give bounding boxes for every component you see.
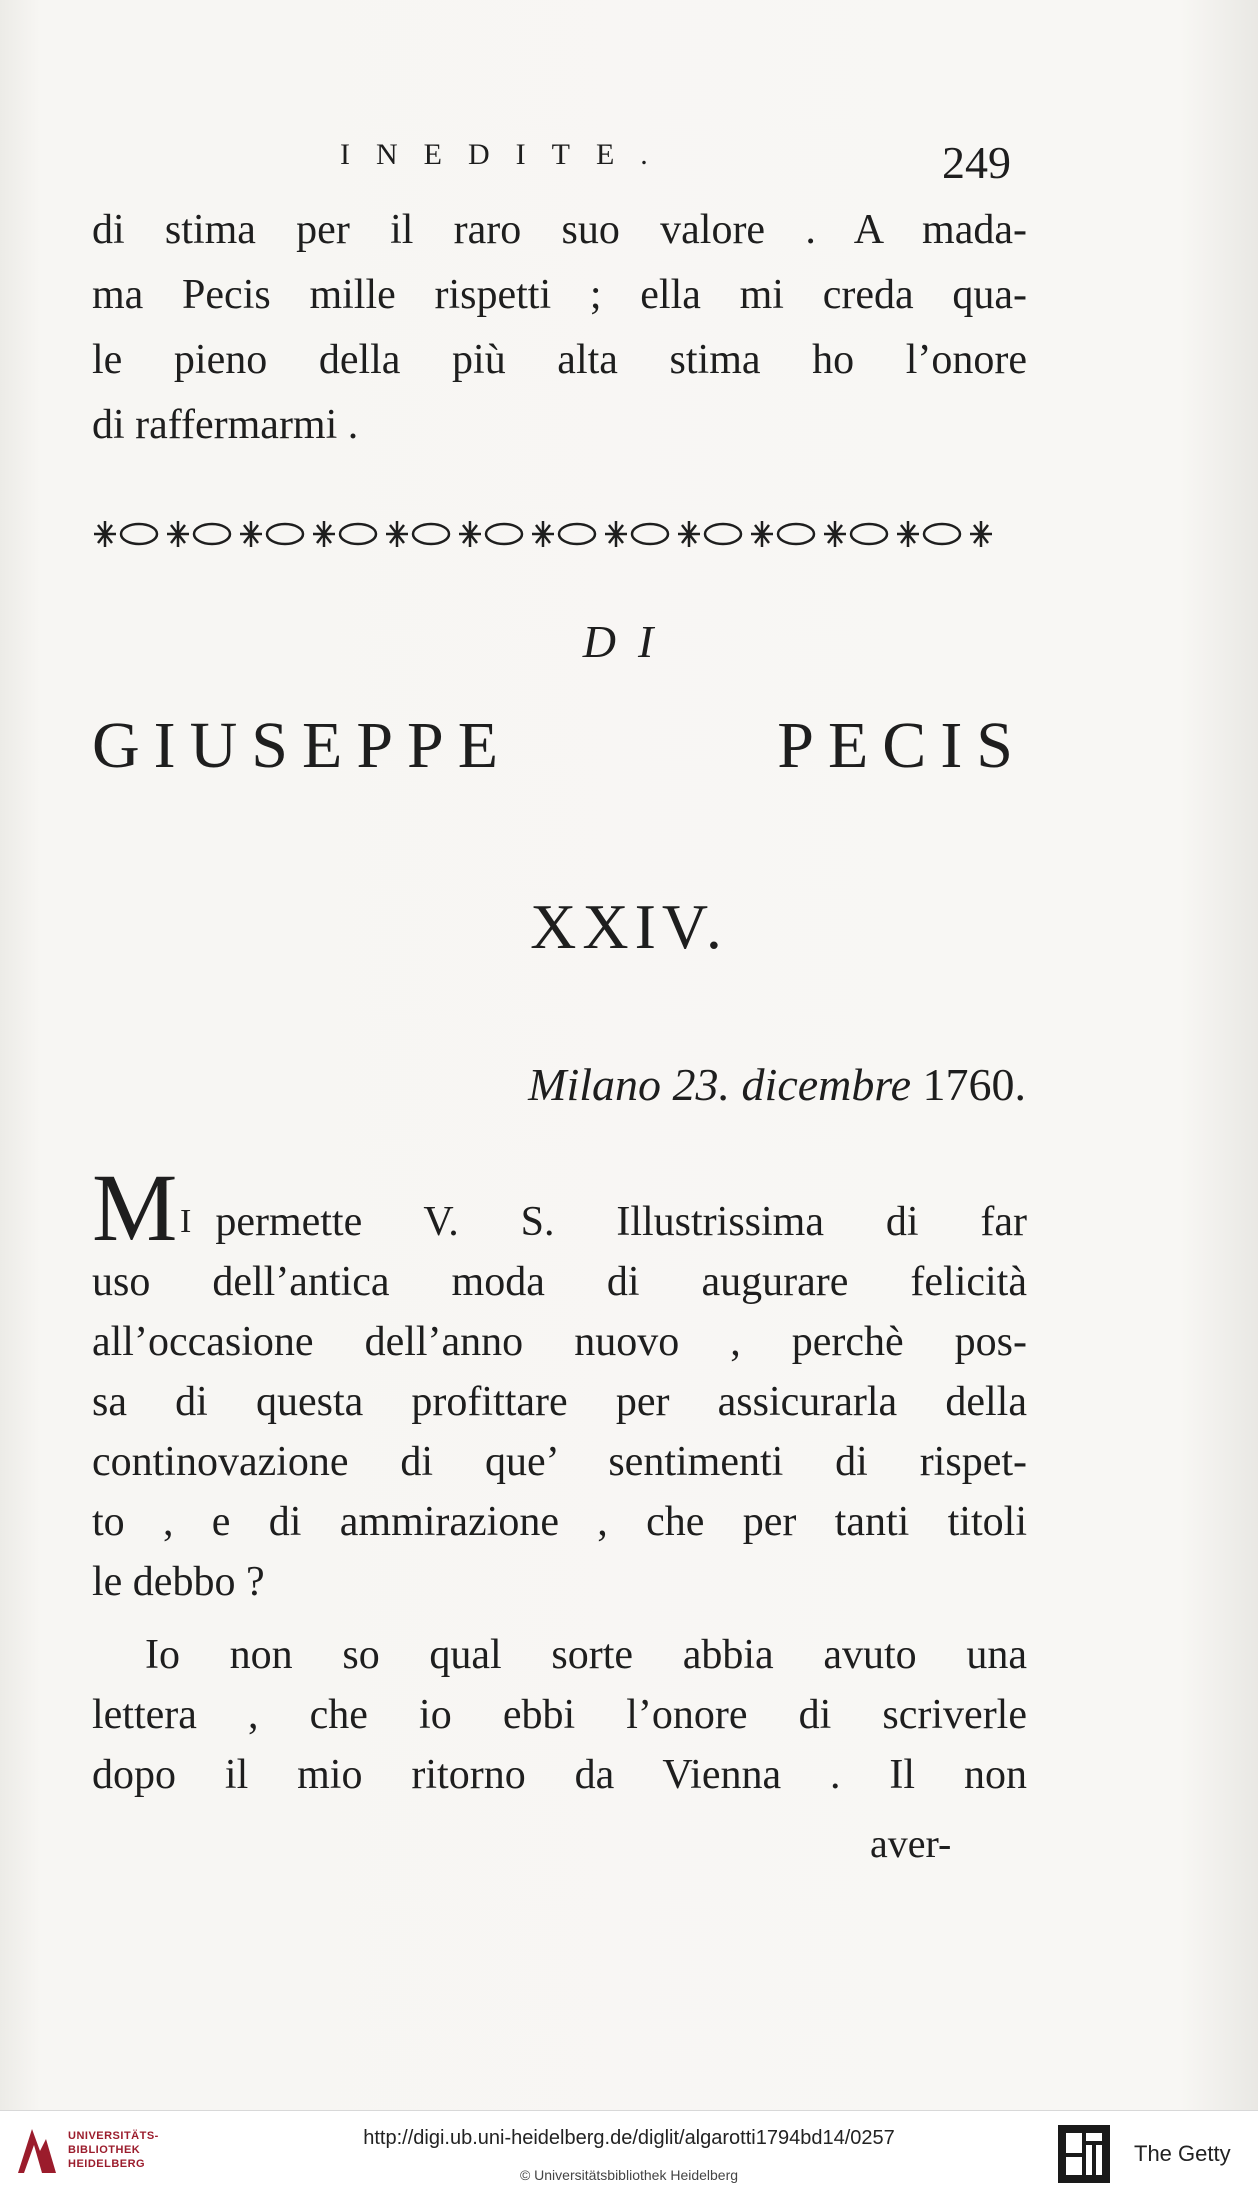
heading-author: GIUSEPPE PECIS [92,709,1027,782]
letter-first-line [180,1192,1027,1252]
permalink-url[interactable]: http://digi.ub.uni-heidelberg.de/diglit/algarotti1794bd14/0257 [363,2127,895,2149]
letter-number: XXIV. [530,891,728,962]
copyright-notice: © Universitätsbibliothek Heidelberg [519,2167,739,2183]
getty-partner-name: The Getty [1134,2141,1231,2166]
dateline [528,1058,1026,1111]
catchword: aver- [870,1821,952,1866]
text-line: uso dell’antica moda di augurare felicità [92,1259,1027,1305]
drop-capital: M [92,1154,178,1261]
heading-di: DI [582,616,676,667]
text-line: le debbo ? [92,1559,265,1605]
text-line: continovazione di que’ sentimenti di rispet- [92,1439,1027,1485]
library-logo-line: BIBLIOTHEK [68,2144,141,2156]
text-line: le pieno della più alta stima ho l’onore [92,337,1027,383]
dateline-place-date: Milano 23. dicembre [528,1059,911,1110]
library-logo-line: HEIDELBERG [68,2158,146,2170]
library-logo-line: UNIVERSITÄTS- [68,2130,159,2142]
text-line: sa di questa profittare per assicurarla della [92,1379,1027,1425]
dateline-year: 1760. [922,1059,1026,1110]
text-line: dopo il mio ritorno da Vienna . Il non [92,1752,1027,1798]
text-line: to , e di ammirazione , che per tanti titoli [92,1499,1027,1545]
viewer-footer [0,2110,1258,2200]
text-line: di raffermarmi . [92,402,359,448]
text-line: Io non so qual sorte abbia avuto una [145,1632,1027,1678]
text-line: di stima per il raro suo valore . A mada- [92,207,1027,253]
text-line: all’occasione dell’anno nuovo , perchè pos- [92,1319,1027,1365]
running-title: INEDITE. [340,138,674,171]
ornamental-divider [90,515,1030,553]
first-line-text: permette V. S. Illustrissima di far [215,1199,1027,1245]
getty-logo-icon [1056,2123,1112,2185]
first-line-smallcaps: I [180,1203,196,1240]
text-line: ma Pecis mille rispetti ; ella mi creda qua- [92,272,1027,318]
text-line: lettera , che io ebbi l’onore di scriverle [92,1692,1027,1738]
page-number: 249 [942,137,1011,188]
